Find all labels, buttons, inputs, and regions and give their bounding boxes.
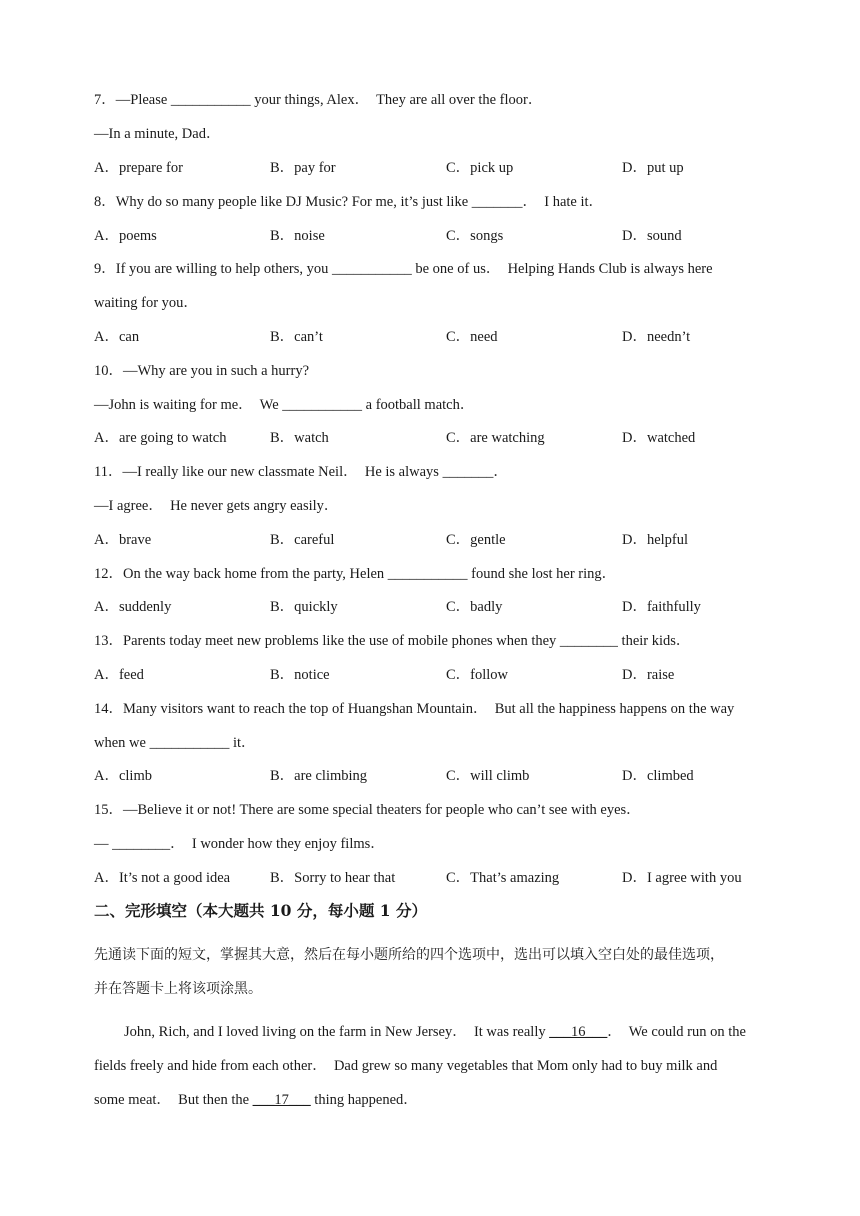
question-13-option-b: B．notice	[270, 667, 330, 683]
question-14-option-b: B．are climbing	[270, 768, 368, 784]
question-12-option-a: A．suddenly	[94, 599, 172, 615]
question-15-line-1: 15．—Believe it or not! There are some special theaters for people who can’t see with eyes．	[94, 802, 641, 818]
question-13-option-c: C．follow	[446, 667, 509, 683]
question-13-option-d: D．raise	[622, 667, 675, 683]
question-9-option-b: B．can’t	[270, 329, 323, 345]
passage-line-3	[94, 1090, 418, 1110]
question-11-option-a: A．brave	[94, 532, 152, 548]
section-2-heading: 二、完形填空（本大题共 10 分，每小题 1 分）	[94, 901, 427, 920]
question-9-option-c: C．need	[446, 329, 498, 345]
question-8-option-b: B．noise	[270, 228, 325, 244]
passage-line-2: fields freely and hide from each other． Dad grew so many vegetables that Mom only had to buy milk and	[94, 1058, 718, 1074]
question-11-option-b: B．careful	[270, 532, 335, 548]
question-10-option-d: D．watched	[622, 430, 696, 446]
question-13-option-a: A．feed	[94, 667, 144, 683]
question-11-option-d: D．helpful	[622, 532, 689, 548]
question-7-option-c: C．pick up	[446, 160, 514, 176]
question-11-line-2: —I agree． He never gets angry easily．	[94, 498, 339, 514]
question-8-option-d: D．sound	[622, 228, 682, 244]
question-7-option-a: A．prepare for	[94, 160, 183, 176]
question-14-line-2: when we ___________ it．	[94, 735, 256, 751]
blank-17: ___17___	[252, 1092, 311, 1108]
question-12-option-d: D．faithfully	[622, 599, 701, 615]
question-7-option-d: D．put up	[622, 160, 684, 176]
question-14-option-c: C．will climb	[446, 768, 530, 784]
blank-16: ___16___	[549, 1024, 608, 1040]
question-12-option-b: B．quickly	[270, 599, 338, 615]
question-15-option-a: A．It’s not a good idea	[94, 870, 231, 886]
section-2-instruction-line-1: 先通读下面的短文，掌握其大意，然后在每小题所给的四个选项中，选出可以填入空白处的最佳选项，	[94, 947, 724, 963]
question-14-option-a: A．climb	[94, 768, 152, 784]
question-13-line-1: 13．Parents today meet new problems like the use of mobile phones when they ________ their kids．	[94, 633, 691, 649]
question-15-option-b: B．Sorry to hear that	[270, 870, 396, 886]
question-9-line-2: waiting for you．	[94, 295, 198, 311]
question-8-option-a: A．poems	[94, 228, 157, 244]
question-12-line-1: 12．On the way back home from the party, Helen ___________ found she lost her ring．	[94, 566, 617, 582]
question-14-option-d: D．climbed	[622, 768, 694, 784]
question-7-line-2: —In a minute, Dad．	[94, 126, 221, 142]
section-2-instruction-line-2: 并在答题卡上将该项涂黑。	[94, 981, 262, 997]
question-15-option-d: D．I agree with you	[622, 870, 742, 886]
question-11-line-1: 11．—I really like our new classmate Neil． He is always _______．	[94, 464, 508, 480]
question-8-line-1: 8．Why do so many people like DJ Music? For me, it’s just like _______． I hate it．	[94, 194, 604, 210]
question-10-line-2: —John is waiting for me． We ___________ a football match．	[94, 397, 475, 413]
question-14-line-1: 14．Many visitors want to reach the top of Huangshan Mountain． But all the happiness happens on the way	[94, 701, 735, 717]
passage-text: thing happened．	[310, 1092, 418, 1108]
question-11-option-c: C．gentle	[446, 532, 506, 548]
question-9-option-a: A．can	[94, 329, 140, 345]
passage-text: some meat． But then the	[94, 1092, 253, 1108]
question-10-option-a: A．are going to watch	[94, 430, 227, 446]
question-15-option-c: C．That’s amazing	[446, 870, 560, 886]
question-9-line-1: 9．If you are willing to help others, you ___________ be one of us． Helping Hands Club is always here	[94, 261, 713, 277]
question-15-line-2: — ________． I wonder how they enjoy films．	[94, 836, 385, 852]
question-7-line-1: 7．—Please ___________ your things, Alex． They are all over the floor．	[94, 92, 543, 108]
question-10-option-c: C．are watching	[446, 430, 545, 446]
question-8-option-c: C．songs	[446, 228, 504, 244]
question-10-line-1: 10．—Why are you in such a hurry?	[94, 363, 310, 379]
passage-line-1	[124, 1022, 746, 1042]
passage-text: John, Rich, and I loved living on the farm in New Jersey． It was really	[124, 1024, 550, 1040]
question-10-option-b: B．watch	[270, 430, 329, 446]
passage-text: ． We could run on the	[607, 1024, 746, 1040]
question-12-option-c: C．badly	[446, 599, 503, 615]
question-7-option-b: B．pay for	[270, 160, 336, 176]
question-9-option-d: D．needn’t	[622, 329, 691, 345]
